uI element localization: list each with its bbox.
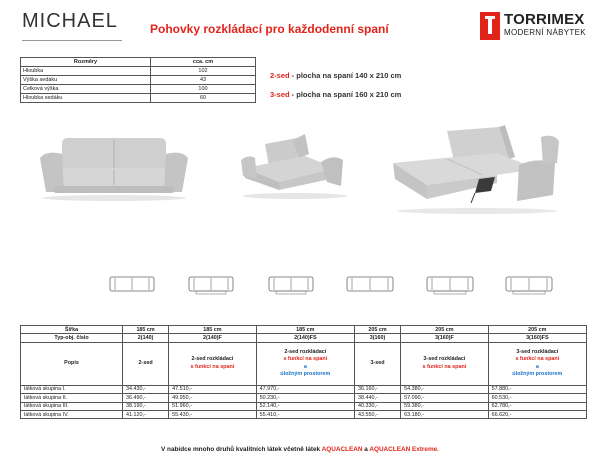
price-cell: 34.430,- <box>123 385 169 393</box>
sleeping-size: 2-sed <box>270 71 290 80</box>
description-row <box>21 342 587 385</box>
logo-brand: TORRIMEX <box>504 11 585 28</box>
desc-line-storage: úložným prostorem <box>280 371 331 378</box>
description-cell <box>354 342 400 385</box>
type-cell: 3(160) <box>354 334 400 342</box>
price-cell: 51.960,- <box>169 402 256 410</box>
brand-logo <box>480 12 592 46</box>
description-cell <box>256 342 354 385</box>
type-cell: 2(140)FS <box>256 334 354 342</box>
table-row <box>21 67 256 76</box>
dimensions-header-label: Rozměry <box>21 58 151 67</box>
table-row <box>21 410 587 418</box>
desc-line: 3-sed rozkládací <box>423 356 466 363</box>
price-cell: 62.780,- <box>488 402 586 410</box>
config-sketch-2-sed-f <box>186 272 236 296</box>
price-cell: 47.510,- <box>169 385 256 393</box>
width-label: Šířka <box>21 326 123 334</box>
config-sketch-3-sed-fs <box>504 272 554 296</box>
type-cell: 3(160)FS <box>488 334 586 342</box>
sleeping-text: - plocha na spaní 160 x 210 cm <box>289 90 402 99</box>
logo-tagline: MODERNÍ NÁBYTEK <box>504 28 586 37</box>
dimension-value: 43 <box>151 76 256 85</box>
table-row <box>21 402 587 410</box>
price-cell: 43.550,- <box>354 410 400 418</box>
price-cell: 47.970,- <box>256 385 354 393</box>
footnote-middle: a <box>362 446 370 453</box>
price-cell: 57.090,- <box>401 394 488 402</box>
description-cell <box>169 342 256 385</box>
price-table <box>20 325 587 419</box>
desc-line-and: a <box>535 363 539 370</box>
desc-line-function: s funkcí na spaní <box>515 356 560 363</box>
desc-line-function: s funkcí na spaní <box>422 363 467 370</box>
width-cell: 205 cm <box>488 326 586 334</box>
dimensions-header-value: cca. cm <box>151 58 256 67</box>
price-cell: 40.330,- <box>354 402 400 410</box>
price-cell: 55.410,- <box>256 410 354 418</box>
price-cell: 49.950,- <box>169 394 256 402</box>
sleeping-size: 3-sed <box>270 90 290 99</box>
description-label: Popis <box>21 342 123 385</box>
price-cell: 57.880,- <box>488 385 586 393</box>
dimension-value: 102 <box>151 67 256 76</box>
table-row <box>21 76 256 85</box>
price-cell: 38.190,- <box>123 402 169 410</box>
desc-line: 2-sed rozkládací <box>191 356 234 363</box>
price-cell: 50.230,- <box>256 394 354 402</box>
fabric-group-label: látková skupina II. <box>21 394 123 402</box>
config-sketch-3-sed <box>345 272 395 296</box>
price-cell: 60.530,- <box>488 394 586 402</box>
fabric-footnote <box>0 446 600 453</box>
width-cell: 185 cm <box>123 326 169 334</box>
description-cell <box>401 342 488 385</box>
type-cell: 2(140) <box>123 334 169 342</box>
dimension-value: 100 <box>151 85 256 94</box>
dimensions-table <box>20 57 256 103</box>
description-cell <box>123 342 169 385</box>
price-cell: 63.180,- <box>401 410 488 418</box>
desc-line: 3-sed rozkládací <box>516 348 559 355</box>
type-cell: 2(140)F <box>169 334 256 342</box>
desc-line: 3-sed <box>370 360 385 367</box>
price-cell: 59.380,- <box>401 402 488 410</box>
sofa-open-bed-photo <box>387 125 565 215</box>
sofa-angle-photo <box>235 120 350 200</box>
desc-line-function: s funkcí na spaní <box>190 363 235 370</box>
dimension-label: Hloubka <box>21 67 151 76</box>
price-cell: 55.430,- <box>169 410 256 418</box>
logo-mark-icon <box>480 12 500 40</box>
dimension-label: Výška sedáku <box>21 76 151 85</box>
desc-line: 2-sed rozkládací <box>284 348 327 355</box>
fabric-group-label: látková skupina IV. <box>21 410 123 418</box>
price-cell: 66.620,- <box>488 410 586 418</box>
sleeping-text: - plocha na spaní 140 x 210 cm <box>289 71 402 80</box>
width-cell: 205 cm <box>401 326 488 334</box>
desc-line-and: a <box>303 363 307 370</box>
width-row <box>21 326 587 334</box>
width-cell: 185 cm <box>256 326 354 334</box>
footnote-brand-extreme: AQUACLEAN Extreme. <box>369 446 439 453</box>
sleeping-area-3-seat <box>270 90 401 99</box>
price-cell: 36.490,- <box>123 394 169 402</box>
table-row <box>21 94 256 103</box>
sleeping-area-2-seat <box>270 71 401 80</box>
config-sketch-2-sed <box>107 272 157 296</box>
price-cell: 41.120,- <box>123 410 169 418</box>
price-cell: 52.140,- <box>256 402 354 410</box>
table-row <box>21 385 587 393</box>
footnote-brand-aquaclean: AQUACLEAN <box>321 446 363 453</box>
fabric-group-label: látková skupina III. <box>21 402 123 410</box>
desc-line-storage: úložným prostorem <box>512 371 563 378</box>
config-sketch-2-sed-fs <box>266 272 316 296</box>
type-row <box>21 334 587 342</box>
fabric-group-label: látková skupina I. <box>21 385 123 393</box>
price-cell: 36.160,- <box>354 385 400 393</box>
page-headline: Pohovky rozkládací pro každodenní spaní <box>150 22 389 36</box>
desc-line: 2-sed <box>138 360 153 367</box>
table-row <box>21 394 587 402</box>
type-label: Typ-obj. číslo <box>21 334 123 342</box>
config-sketch-3-sed-f <box>425 272 475 296</box>
sofa-front-photo <box>34 130 194 202</box>
type-cell: 3(160)F <box>401 334 488 342</box>
desc-line-function: s funkcí na spaní <box>283 356 328 363</box>
footnote-prefix: V nabídce mnoho druhů kvalitních látek včetně látek <box>161 446 322 453</box>
dimension-label: Hloubka sedáku <box>21 94 151 103</box>
dimension-value: 60 <box>151 94 256 103</box>
width-cell: 185 cm <box>169 326 256 334</box>
price-cell: 54.380,- <box>401 385 488 393</box>
model-name: MICHAEL <box>22 10 118 32</box>
table-row <box>21 85 256 94</box>
description-cell <box>488 342 586 385</box>
price-cell: 38.440,- <box>354 394 400 402</box>
width-cell: 205 cm <box>354 326 400 334</box>
title-underline <box>22 40 122 41</box>
dimension-label: Celková výška <box>21 85 151 94</box>
